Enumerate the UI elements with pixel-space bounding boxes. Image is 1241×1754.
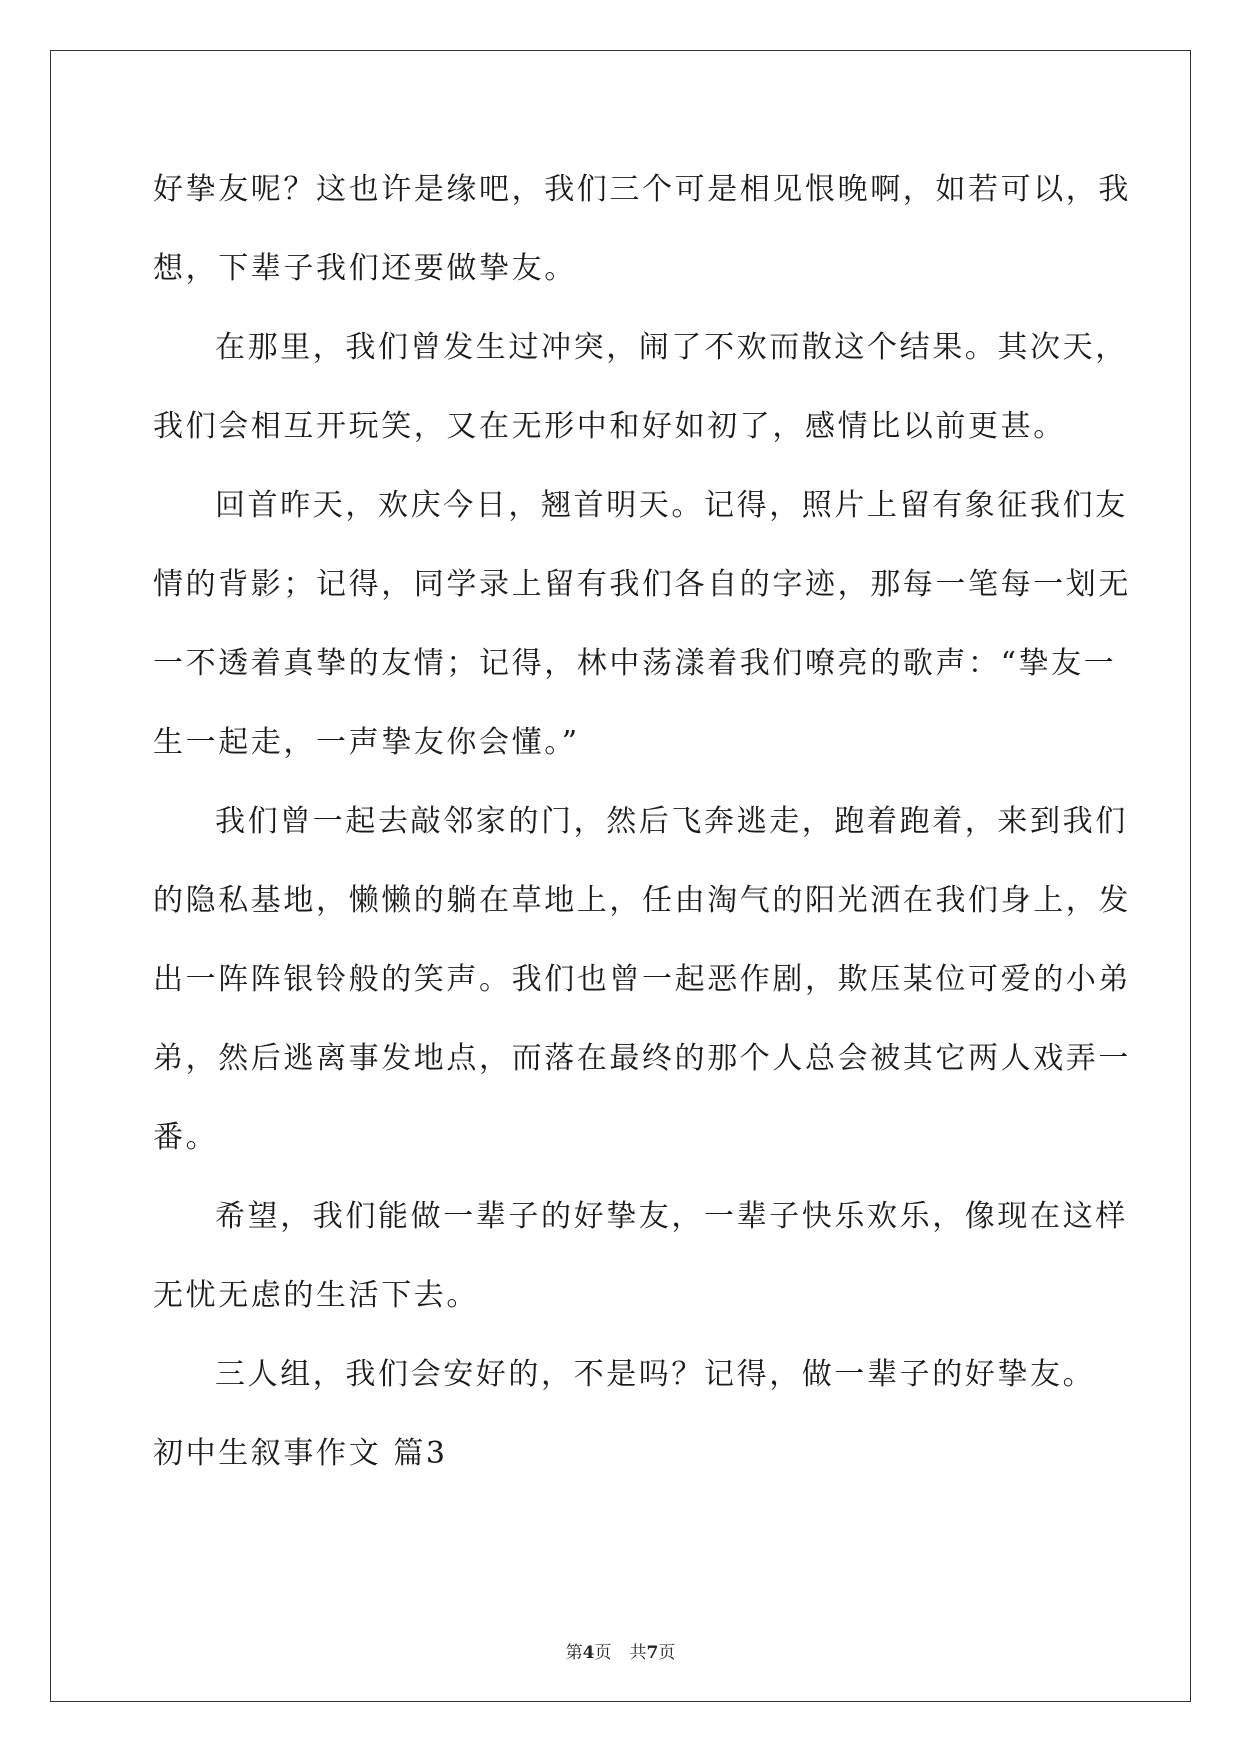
page-total-count: 7 bbox=[646, 1643, 659, 1663]
page-number-suffix: 页 bbox=[594, 1643, 612, 1663]
text-line: 想，下辈子我们还要做挚友。 bbox=[153, 251, 577, 286]
page-number-current: 4 bbox=[582, 1643, 595, 1663]
text-line: 弟，然后逃离事发地点，而落在最终的那个人总会被其它两人戏弄一 bbox=[153, 1041, 1131, 1076]
paragraph-start-line: 希望，我们能做一辈子的好挚友，一辈子快乐欢乐，像现在这样 bbox=[215, 1199, 1128, 1234]
page-total-prefix: 共 bbox=[629, 1643, 647, 1663]
page-number-prefix: 第 bbox=[565, 1643, 583, 1663]
text-line: 我们会相互开玩笑，又在无形中和好如初了，感情比以前更甚。 bbox=[153, 409, 1066, 444]
text-line: 一不透着真挚的友情；记得，林中荡漾着我们嘹亮的歌声：“挚友一 bbox=[153, 646, 1117, 681]
section-heading: 初中生叙事作文 篇3 bbox=[153, 1436, 448, 1471]
text-line: 无忧无虑的生活下去。 bbox=[153, 1278, 479, 1313]
text-line: 出一阵阵银铃般的笑声。我们也曾一起恶作剧，欺压某位可爱的小弟 bbox=[153, 962, 1131, 997]
text-line: 情的背影；记得，同学录上留有我们各自的字迹，那每一笔每一划无 bbox=[153, 567, 1131, 602]
text-line: 生一起走，一声挚友你会懂。” bbox=[153, 725, 580, 760]
text-line: 好挚友呢？这也许是缘吧，我们三个可是相见恨晚啊，如若可以，我 bbox=[153, 172, 1131, 207]
paragraph-start-line: 在那里，我们曾发生过冲突，闹了不欢而散这个结果。其次天， bbox=[215, 330, 1128, 365]
paragraph-start-line: 回首昨天，欢庆今日，翘首明天。记得，照片上留有象征我们友 bbox=[215, 488, 1128, 523]
page-footer bbox=[0, 1638, 1241, 1663]
paragraph-start-line: 我们曾一起去敲邻家的门，然后飞奔逃走，跑着跑着，来到我们 bbox=[215, 804, 1128, 839]
paragraph-start-line: 三人组，我们会安好的，不是吗？记得，做一辈子的好挚友。 bbox=[215, 1357, 1096, 1392]
text-line: 的隐私基地，懒懒的躺在草地上，任由淘气的阳光洒在我们身上，发 bbox=[153, 883, 1131, 918]
page-total-suffix: 页 bbox=[658, 1643, 676, 1663]
text-line: 番。 bbox=[153, 1120, 219, 1155]
document-body bbox=[153, 160, 1131, 1503]
